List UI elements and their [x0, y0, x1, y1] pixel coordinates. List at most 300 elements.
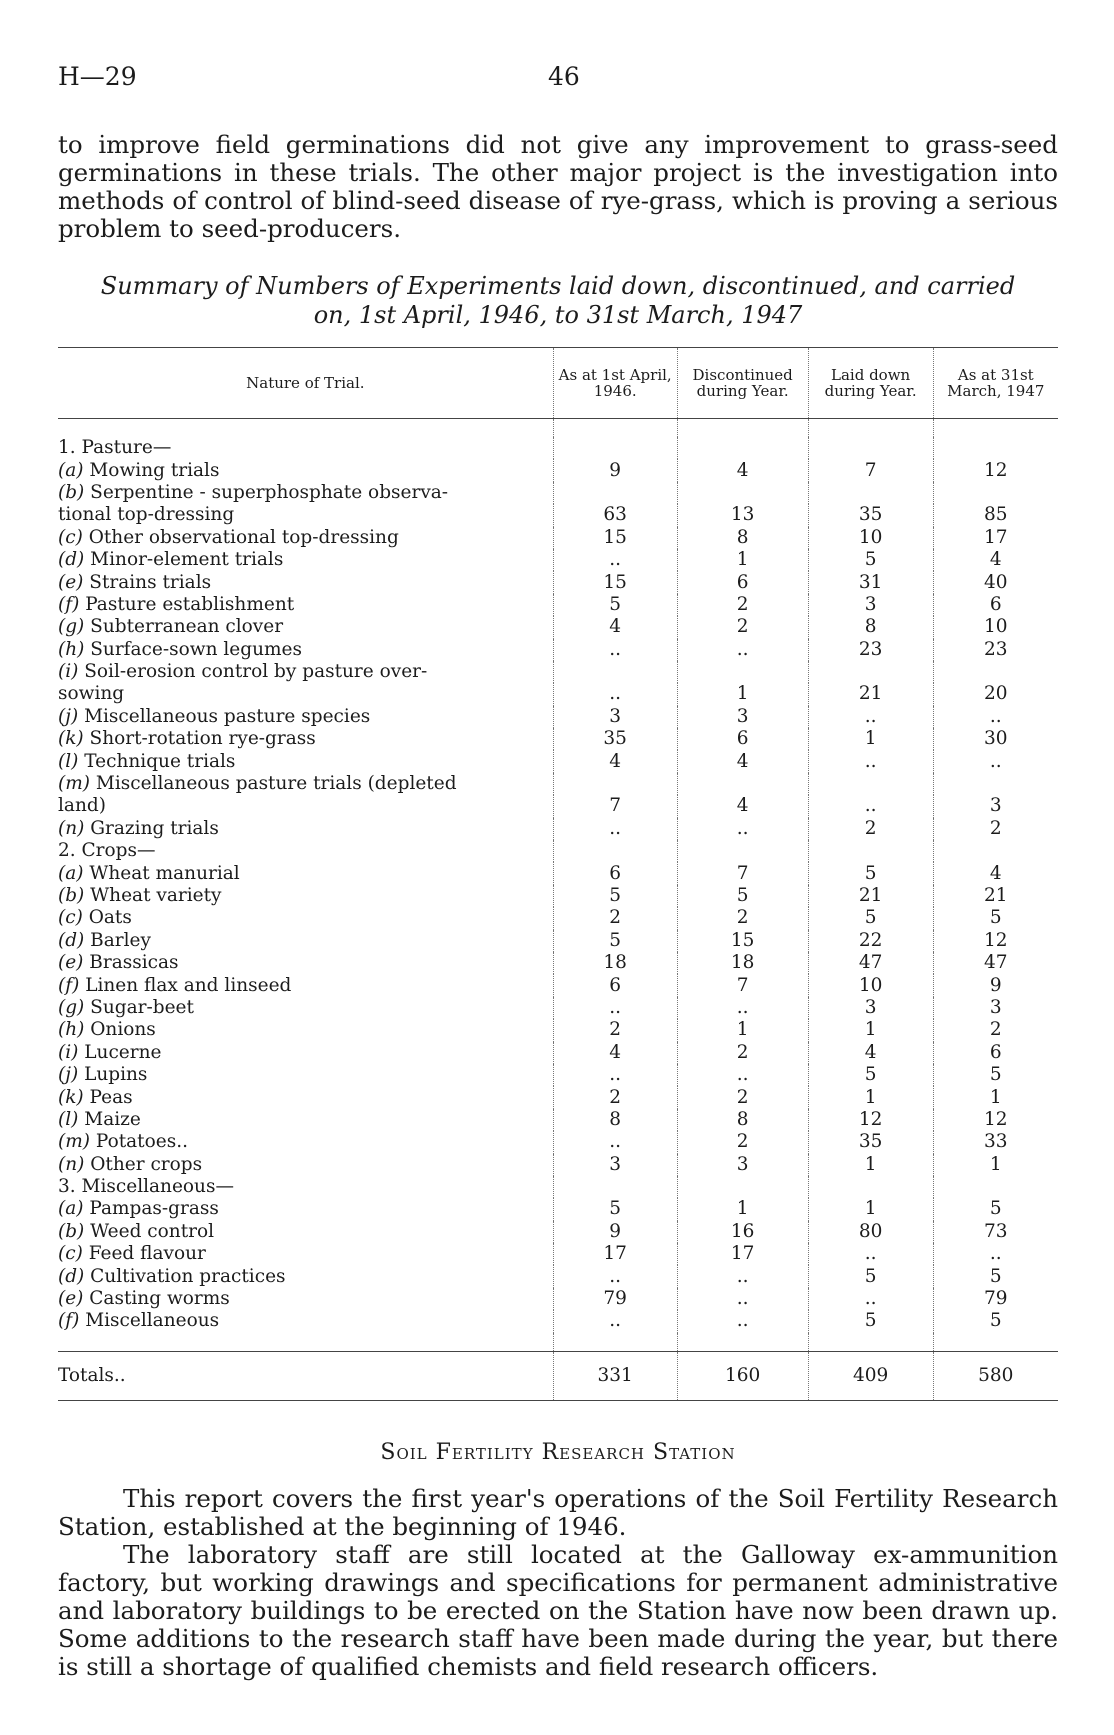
trial-name-cell	[58, 818, 553, 840]
value-cell: 9	[553, 459, 677, 481]
trial-letter: (a)	[58, 862, 84, 884]
trial-name-cell	[58, 1154, 553, 1176]
empty-cell	[933, 437, 1058, 459]
trial-letter: (j)	[58, 705, 79, 727]
value-cell: 47	[933, 952, 1058, 974]
value-cell: 5	[553, 930, 677, 952]
trial-letter: (m)	[58, 773, 90, 795]
value-cell: 3	[553, 706, 677, 728]
table-row	[58, 818, 1058, 840]
value-cell: 4	[933, 549, 1058, 571]
empty-cell	[677, 661, 808, 683]
trial-name: Short-rotation rye-grass	[89, 728, 316, 750]
trial-name: Lucerne	[84, 1041, 162, 1063]
value-cell: 10	[808, 527, 933, 549]
trial-name: Peas	[89, 1086, 133, 1108]
trial-letter: (f)	[58, 974, 80, 996]
value-cell: 21	[933, 885, 1058, 907]
spacer-cell	[933, 1333, 1058, 1352]
trial-name-cell	[58, 974, 553, 996]
trial-name-cell	[58, 1288, 553, 1310]
value-cell: ..	[553, 1265, 677, 1287]
value-cell: 9	[933, 974, 1058, 996]
value-cell: 35	[808, 1131, 933, 1153]
value-cell: 1	[933, 1154, 1058, 1176]
table-row	[58, 1064, 1058, 1086]
trial-name: Weed control	[90, 1220, 215, 1242]
trial-letter: (f)	[58, 593, 80, 615]
value-cell: 33	[933, 1131, 1058, 1153]
trial-letter: (k)	[58, 1086, 84, 1108]
spacer-cell	[553, 1333, 677, 1352]
section-heading-row	[58, 1176, 1058, 1198]
trial-name-continuation: land)	[58, 795, 106, 817]
value-cell: 15	[553, 527, 677, 549]
trial-letter: (g)	[58, 996, 85, 1018]
trial-name-cell	[58, 639, 553, 661]
trial-letter: (b)	[58, 1220, 85, 1242]
table-row	[58, 728, 1058, 750]
totals-value: 580	[933, 1351, 1058, 1400]
table-row	[58, 706, 1058, 728]
table-row	[58, 549, 1058, 571]
value-cell: 80	[808, 1221, 933, 1243]
value-cell: 5	[553, 885, 677, 907]
value-cell: ..	[808, 1288, 933, 1310]
value-cell: 17	[553, 1243, 677, 1265]
value-cell: 6	[553, 862, 677, 884]
value-cell: 1	[808, 1198, 933, 1220]
spacer-cell	[58, 1333, 553, 1352]
value-cell: 5	[933, 907, 1058, 929]
value-cell: 6	[933, 1042, 1058, 1064]
trial-letter: (n)	[58, 1153, 85, 1175]
value-cell: ..	[677, 997, 808, 1019]
trial-name-continuation: tional top-dressing	[58, 504, 235, 526]
trial-letter: (n)	[58, 817, 85, 839]
trial-letter: (a)	[58, 459, 84, 481]
spacer-cell	[808, 1333, 933, 1352]
value-cell: 20	[933, 683, 1058, 705]
section-heading: Soil Fertility Research Station	[380, 1440, 736, 1465]
trial-letter: (l)	[58, 1108, 79, 1130]
value-cell: 1	[677, 1198, 808, 1220]
trial-letter: (m)	[58, 1131, 90, 1153]
value-cell: 17	[933, 527, 1058, 549]
table-row	[58, 1086, 1058, 1108]
trial-name-cell	[58, 706, 553, 728]
value-cell: ..	[808, 1243, 933, 1265]
trial-letter: (c)	[58, 526, 83, 548]
trial-name-cell	[58, 1221, 553, 1243]
empty-cell	[933, 482, 1058, 504]
value-cell: ..	[553, 997, 677, 1019]
table-row	[58, 1288, 1058, 1310]
table-row	[58, 773, 1058, 795]
trial-letter: (e)	[58, 952, 84, 974]
value-cell: 1	[808, 1154, 933, 1176]
table-row	[58, 952, 1058, 974]
value-cell: 15	[553, 571, 677, 593]
trial-name: Cultivation practices	[90, 1265, 286, 1287]
value-cell: 5	[808, 907, 933, 929]
value-cell: 2	[808, 818, 933, 840]
trial-name-cell	[58, 952, 553, 974]
trial-letter: (g)	[58, 616, 85, 638]
table-row	[58, 930, 1058, 952]
trial-name-cell	[58, 1086, 553, 1108]
trial-name: Subterranean clover	[90, 616, 284, 638]
value-cell: ..	[553, 549, 677, 571]
table-row	[58, 1109, 1058, 1131]
empty-cell	[677, 437, 808, 459]
value-cell: 35	[553, 728, 677, 750]
trial-letter: (i)	[58, 1041, 79, 1063]
empty-cell	[553, 437, 677, 459]
spacer-cell	[677, 419, 808, 438]
spacer-cell	[677, 1333, 808, 1352]
table-row	[58, 482, 1058, 504]
value-cell: 31	[808, 571, 933, 593]
value-cell: 63	[553, 504, 677, 526]
totals-value: 409	[808, 1351, 933, 1400]
value-cell: 5	[933, 1064, 1058, 1086]
value-cell: 7	[677, 974, 808, 996]
table-row	[58, 616, 1058, 638]
trial-letter: (d)	[58, 1265, 85, 1287]
trial-name: Feed flavour	[88, 1243, 206, 1265]
empty-cell	[553, 773, 677, 795]
value-cell: ..	[553, 1064, 677, 1086]
value-cell: 3	[933, 997, 1058, 1019]
trial-name: Miscellaneous	[85, 1310, 220, 1332]
value-cell: 18	[677, 952, 808, 974]
empty-cell	[933, 661, 1058, 683]
table-caption	[58, 272, 1058, 330]
value-cell: 30	[933, 728, 1058, 750]
trial-name: Other observational top-dressing	[88, 526, 399, 548]
value-cell: 2	[553, 1086, 677, 1108]
trial-name: Sugar-beet	[90, 996, 194, 1018]
report-reference: H—29	[58, 62, 137, 91]
table-row	[58, 1221, 1058, 1243]
value-cell: 17	[677, 1243, 808, 1265]
value-cell: ..	[677, 1265, 808, 1287]
value-cell: 40	[933, 571, 1058, 593]
value-cell: 12	[808, 1109, 933, 1131]
empty-cell	[553, 661, 677, 683]
spacer-row	[58, 1333, 1058, 1352]
value-cell: 10	[808, 974, 933, 996]
value-cell: 21	[808, 683, 933, 705]
value-cell: 3	[677, 1154, 808, 1176]
caption-line-1: Summary of Numbers of Experiments laid down, discontinued, and carried	[100, 272, 1016, 300]
spacer-cell	[58, 419, 553, 438]
table-row	[58, 639, 1058, 661]
trial-letter: (d)	[58, 929, 85, 951]
value-cell: ..	[677, 1064, 808, 1086]
value-cell: 47	[808, 952, 933, 974]
empty-cell	[677, 482, 808, 504]
value-cell: 6	[933, 594, 1058, 616]
trial-name-cell	[58, 930, 553, 952]
value-cell: 5	[808, 1064, 933, 1086]
trial-letter: (b)	[58, 481, 85, 503]
table-row	[58, 1265, 1058, 1287]
section-heading: 2. Crops—	[58, 840, 156, 862]
trial-name-cell	[58, 1310, 553, 1332]
table-row-continuation	[58, 683, 1058, 705]
value-cell: 73	[933, 1221, 1058, 1243]
trial-name-cell	[58, 549, 553, 571]
trial-name: Linen flax and linseed	[85, 974, 292, 996]
trial-letter: (f)	[58, 1310, 80, 1332]
table-body	[58, 419, 1058, 1401]
value-cell: 2	[553, 907, 677, 929]
value-cell: 6	[553, 974, 677, 996]
col-header-as-at-start: As at 1st April, 1946.	[553, 348, 677, 419]
spacer-cell	[933, 419, 1058, 438]
value-cell: 1	[677, 683, 808, 705]
value-cell: 4	[553, 750, 677, 772]
spacer-cell	[553, 419, 677, 438]
trial-letter: (h)	[58, 1019, 85, 1041]
trial-name-continuation: sowing	[58, 683, 125, 705]
table-row-continuation	[58, 504, 1058, 526]
trial-name-cell	[58, 1109, 553, 1131]
empty-cell	[933, 840, 1058, 862]
section-heading-row	[58, 437, 1058, 459]
table-row	[58, 1310, 1058, 1332]
trial-name: Serpentine - superphosphate observa-	[90, 481, 449, 503]
table-row	[58, 750, 1058, 772]
value-cell: 4	[677, 795, 808, 817]
empty-cell	[808, 773, 933, 795]
trial-name-cell	[58, 1243, 553, 1265]
spacer-cell	[808, 419, 933, 438]
table-row	[58, 997, 1058, 1019]
value-cell: 8	[808, 616, 933, 638]
value-cell: 2	[677, 1086, 808, 1108]
value-cell: 5	[933, 1265, 1058, 1287]
empty-cell	[677, 840, 808, 862]
trial-letter: (l)	[58, 750, 79, 772]
table-row	[58, 594, 1058, 616]
value-cell: ..	[677, 818, 808, 840]
col-header-as-at-end: As at 31st March, 1947	[933, 348, 1058, 419]
trial-name-cell	[58, 616, 553, 638]
value-cell: ..	[933, 706, 1058, 728]
value-cell: 8	[553, 1109, 677, 1131]
empty-cell	[677, 1176, 808, 1198]
value-cell: 5	[933, 1198, 1058, 1220]
trial-name: Potatoes..	[95, 1131, 188, 1153]
value-cell: 2	[677, 594, 808, 616]
value-cell: ..	[808, 795, 933, 817]
totals-label: Totals..	[58, 1351, 553, 1400]
trial-name-cell	[58, 594, 553, 616]
table-row	[58, 1154, 1058, 1176]
trial-name-cell	[58, 750, 553, 772]
table-row	[58, 862, 1058, 884]
value-cell: 3	[933, 795, 1058, 817]
trial-name: Surface-sown legumes	[90, 638, 302, 660]
totals-value: 331	[553, 1351, 677, 1400]
trial-name-cell	[58, 1131, 553, 1153]
trial-letter: (b)	[58, 885, 85, 906]
value-cell: ..	[553, 683, 677, 705]
value-cell: 1	[933, 1086, 1058, 1108]
table-row	[58, 907, 1058, 929]
trial-name: Pampas-grass	[89, 1198, 219, 1220]
value-cell: 5	[808, 862, 933, 884]
value-cell: 2	[677, 907, 808, 929]
experiments-table	[58, 347, 1058, 1401]
trial-name: Technique trials	[84, 750, 236, 772]
value-cell: 4	[933, 862, 1058, 884]
value-cell: ..	[933, 750, 1058, 772]
trial-name: Miscellaneous pasture trials (depleted	[95, 773, 457, 795]
trial-letter: (e)	[58, 571, 84, 593]
trial-name: Barley	[90, 929, 151, 951]
trial-name: Pasture establishment	[85, 593, 295, 615]
value-cell: 1	[677, 1019, 808, 1041]
trial-name-cell	[58, 459, 553, 481]
value-cell: 3	[553, 1154, 677, 1176]
value-cell: 1	[677, 549, 808, 571]
table-row	[58, 661, 1058, 683]
trial-name-cell	[58, 862, 553, 884]
trial-letter: (j)	[58, 1064, 79, 1086]
value-cell: 4	[553, 1042, 677, 1064]
trial-name-cell	[58, 661, 553, 683]
trial-letter: (d)	[58, 549, 85, 571]
empty-cell	[677, 773, 808, 795]
col-header-nature: Nature of Trial.	[58, 348, 553, 419]
paragraph-2: This report covers the first year's operations of the Soil Fertility Research Station, established at the beginning of 1946.	[58, 1484, 1058, 1541]
table-row	[58, 459, 1058, 481]
value-cell: 5	[808, 1265, 933, 1287]
table-row	[58, 1198, 1058, 1220]
trial-name: Miscellaneous pasture species	[84, 705, 371, 727]
empty-cell	[808, 437, 933, 459]
trial-name-cell	[58, 1198, 553, 1220]
caption-line-2: on, 1st April, 1946, to 31st March, 1947	[313, 301, 803, 329]
empty-cell	[553, 1176, 677, 1198]
value-cell: 3	[808, 594, 933, 616]
value-cell: 13	[677, 504, 808, 526]
trial-name: Maize	[84, 1108, 141, 1130]
value-cell: 8	[677, 527, 808, 549]
value-cell: 5	[933, 1310, 1058, 1332]
section-heading: 1. Pasture—	[58, 437, 172, 459]
value-cell: 85	[933, 504, 1058, 526]
value-cell: 2	[933, 1019, 1058, 1041]
value-cell: ..	[553, 1131, 677, 1153]
trial-name-cell	[58, 1265, 553, 1287]
value-cell: 18	[553, 952, 677, 974]
value-cell: 35	[808, 504, 933, 526]
value-cell: 12	[933, 1109, 1058, 1131]
trial-letter: (c)	[58, 1243, 83, 1265]
value-cell: ..	[808, 706, 933, 728]
table-row	[58, 1131, 1058, 1153]
value-cell: ..	[553, 639, 677, 661]
totals-value: 160	[677, 1351, 808, 1400]
page-number: 46	[548, 62, 580, 91]
value-cell: 7	[677, 862, 808, 884]
trial-name-cell	[58, 482, 553, 504]
trial-letter: (h)	[58, 638, 85, 660]
trial-name: Casting worms	[89, 1288, 230, 1310]
empty-cell	[933, 1176, 1058, 1198]
table-row	[58, 1243, 1058, 1265]
value-cell: 2	[677, 1131, 808, 1153]
empty-cell	[553, 482, 677, 504]
trial-name: Minor-element trials	[90, 549, 284, 571]
section-heading-row	[58, 840, 1058, 862]
trial-name-cell	[58, 773, 553, 795]
trial-name-cell	[58, 997, 553, 1019]
trial-letter: (c)	[58, 907, 83, 929]
trial-name: Lupins	[84, 1064, 148, 1086]
trial-name: Soil-erosion control by pasture over-	[84, 661, 428, 683]
value-cell: ..	[677, 1310, 808, 1332]
value-cell: 79	[553, 1288, 677, 1310]
value-cell: 5	[553, 1198, 677, 1220]
value-cell: 9	[553, 1221, 677, 1243]
table-row	[58, 885, 1058, 907]
value-cell: 1	[808, 1086, 933, 1108]
value-cell: 7	[808, 459, 933, 481]
value-cell: 2	[677, 1042, 808, 1064]
trial-name: Brassicas	[89, 952, 179, 974]
value-cell: ..	[553, 1310, 677, 1332]
value-cell: ..	[553, 818, 677, 840]
trial-name: Strains trials	[89, 571, 212, 593]
value-cell: 6	[677, 571, 808, 593]
value-cell: 23	[933, 639, 1058, 661]
value-cell: 23	[808, 639, 933, 661]
table-row	[58, 974, 1058, 996]
value-cell: 2	[677, 616, 808, 638]
spacer-row	[58, 419, 1058, 438]
trial-name-cell	[58, 1019, 553, 1041]
trial-name-cell	[58, 1064, 553, 1086]
value-cell: 3	[677, 706, 808, 728]
value-cell: 5	[553, 594, 677, 616]
trial-name-cell	[58, 527, 553, 549]
trial-name-cell	[58, 728, 553, 750]
value-cell: ..	[933, 1243, 1058, 1265]
empty-cell	[553, 840, 677, 862]
value-cell: 4	[553, 616, 677, 638]
value-cell: 4	[808, 1042, 933, 1064]
trial-name-cell	[58, 571, 553, 593]
value-cell: 12	[933, 459, 1058, 481]
trial-name: Onions	[90, 1019, 156, 1041]
empty-cell	[808, 482, 933, 504]
trial-name: Other crops	[90, 1153, 203, 1175]
value-cell: ..	[808, 750, 933, 772]
trial-letter: (k)	[58, 728, 84, 750]
value-cell: 6	[677, 728, 808, 750]
value-cell: 8	[677, 1109, 808, 1131]
value-cell: 5	[808, 1310, 933, 1332]
col-header-laid-down: Laid down during Year.	[808, 348, 933, 419]
value-cell: 1	[808, 1019, 933, 1041]
value-cell: ..	[677, 1288, 808, 1310]
